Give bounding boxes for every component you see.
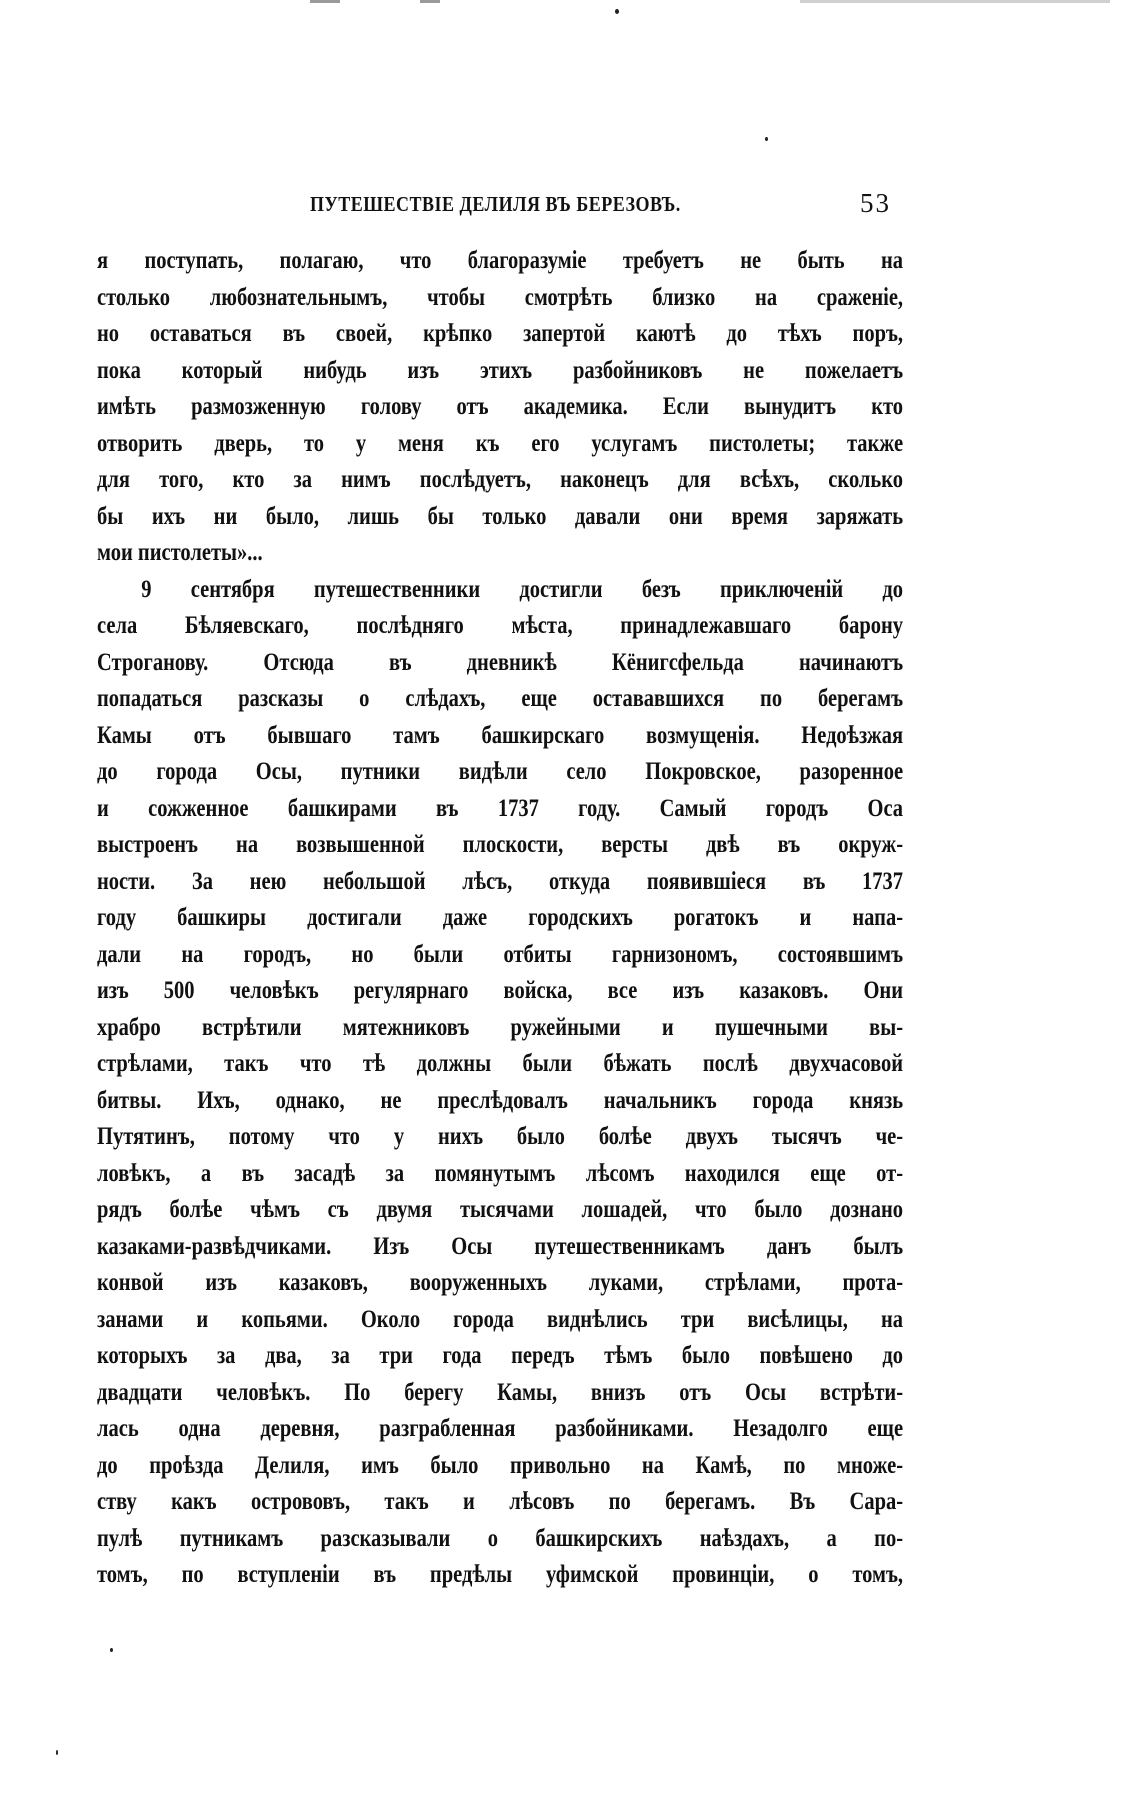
text-line: Путятинъ, потому что у нихъ было болѣе двухъ тысячъ че- [97,1123,904,1150]
text-line: Строганову. Отсюда въ дневникѣ Кёнигсфельда начинаютъ [97,648,904,676]
running-head [310,188,900,224]
text-line: ности. За нею небольшой лѣсъ, откуда появившіеся въ 1737 [97,867,904,895]
text-line: двадцати человѣкъ. По берегу Камы, внизъ отъ Осы встрѣти- [97,1378,904,1406]
text-line: до проѣзда Делиля, имъ было привольно на Камѣ, по множе- [97,1451,904,1479]
text-line: для того, кто за нимъ послѣдуетъ, наконецъ для всѣхъ, сколько [97,466,904,493]
scan-artifact [800,0,1110,3]
body-text [97,243,903,1594]
text-line: лась одна деревня, разграбленная разбойниками. Незадолго еще [97,1415,904,1442]
running-head-title: ПУТЕШЕСТВІЕ ДЕЛИЛЯ ВЪ БЕРЕЗОВЪ. [310,192,681,216]
text-line: стрѣлами, такъ что тѣ должны были бѣжать послѣ двухчасовой [97,1050,904,1077]
text-line: конвой изъ казаковъ, вооруженныхъ луками, стрѣлами, прота- [97,1269,904,1296]
scan-speck [615,9,619,14]
text-line: бы ихъ ни было, лишь бы только давали они время заряжать [97,502,904,530]
text-line: пулѣ путникамъ разсказывали о башкирскихъ наѣздахъ, а по- [97,1524,904,1552]
text-line: которыхъ за два, за три года передъ тѣмъ было повѣшено до [97,1342,904,1369]
scan-speck [765,137,768,141]
text-line: я поступать, полагаю, что благоразуміе требуетъ не быть на [97,247,904,274]
text-line: но оставаться въ своей, крѣпко запертой каютѣ до тѣхъ поръ, [97,320,904,347]
text-line: занами и копьями. Около города виднѣлись три висѣлицы, на [97,1305,904,1333]
text-line: рядъ болѣе чѣмъ съ двумя тысячами лошадей, что было дознано [97,1196,904,1223]
text-line: имѣть размозженную голову отъ академика. Если вынудитъ кто [97,393,904,420]
text-line: пока который нибудь изъ этихъ разбойниковъ не пожелаетъ [97,356,904,384]
text-line: попадаться разсказы о слѣдахъ, еще остававшихся по берегамъ [97,685,904,712]
scan-speck [110,1648,113,1652]
text-line: ловѣкъ, а въ засадѣ за помянутымъ лѣсомъ находился еще от- [97,1159,904,1187]
scan-artifact [420,0,440,3]
text-line: и сожженное башкирами въ 1737 году. Самый городъ Оса [97,794,904,822]
scan-speck [56,1750,58,1755]
text-line: мои пистолеты»... [97,539,263,566]
page-number: 53 [860,188,891,218]
text-line: до города Осы, путники видѣли село Покровское, разоренное [97,758,904,785]
text-line: храбро встрѣтили мятежниковъ ружейными и пушечными вы- [97,1013,904,1041]
text-line: дали на городъ, но были отбиты гарнизономъ, состоявшимъ [97,940,904,968]
text-line: томъ, по вступленіи въ предѣлы уфимской провинціи, о томъ, [97,1561,904,1588]
text-line: 9 сентября путешественники достигли безъ приключеній до [141,575,904,603]
scan-artifact [310,0,340,3]
text-line: изъ 500 человѣкъ регулярнаго войска, все изъ казаковъ. Они [97,977,904,1004]
text-line: столько любознательнымъ, чтобы смотрѣть близко на сраженіе, [97,283,904,311]
text-line: казаками-развѣдчиками. Изъ Осы путешественникамъ данъ былъ [97,1232,904,1260]
text-line: Камы отъ бывшаго тамъ башкирскаго возмущенія. Недоѣзжая [97,721,904,749]
text-line: ству какъ острововъ, такъ и лѣсовъ по берегамъ. Въ Сара- [97,1488,904,1515]
text-line: выстроенъ на возвышенной плоскости, версты двѣ въ окруж- [97,831,904,858]
text-line: села Бѣляевскаго, послѣдняго мѣста, принадлежавшаго барону [97,612,904,639]
text-line: отворить дверь, то у меня къ его услугамъ пистолеты; также [97,429,904,457]
text-line: году башкиры достигали даже городскихъ рогатокъ и напа- [97,904,904,931]
text-line: битвы. Ихъ, однако, не преслѣдовалъ начальникъ города князь [97,1086,904,1114]
